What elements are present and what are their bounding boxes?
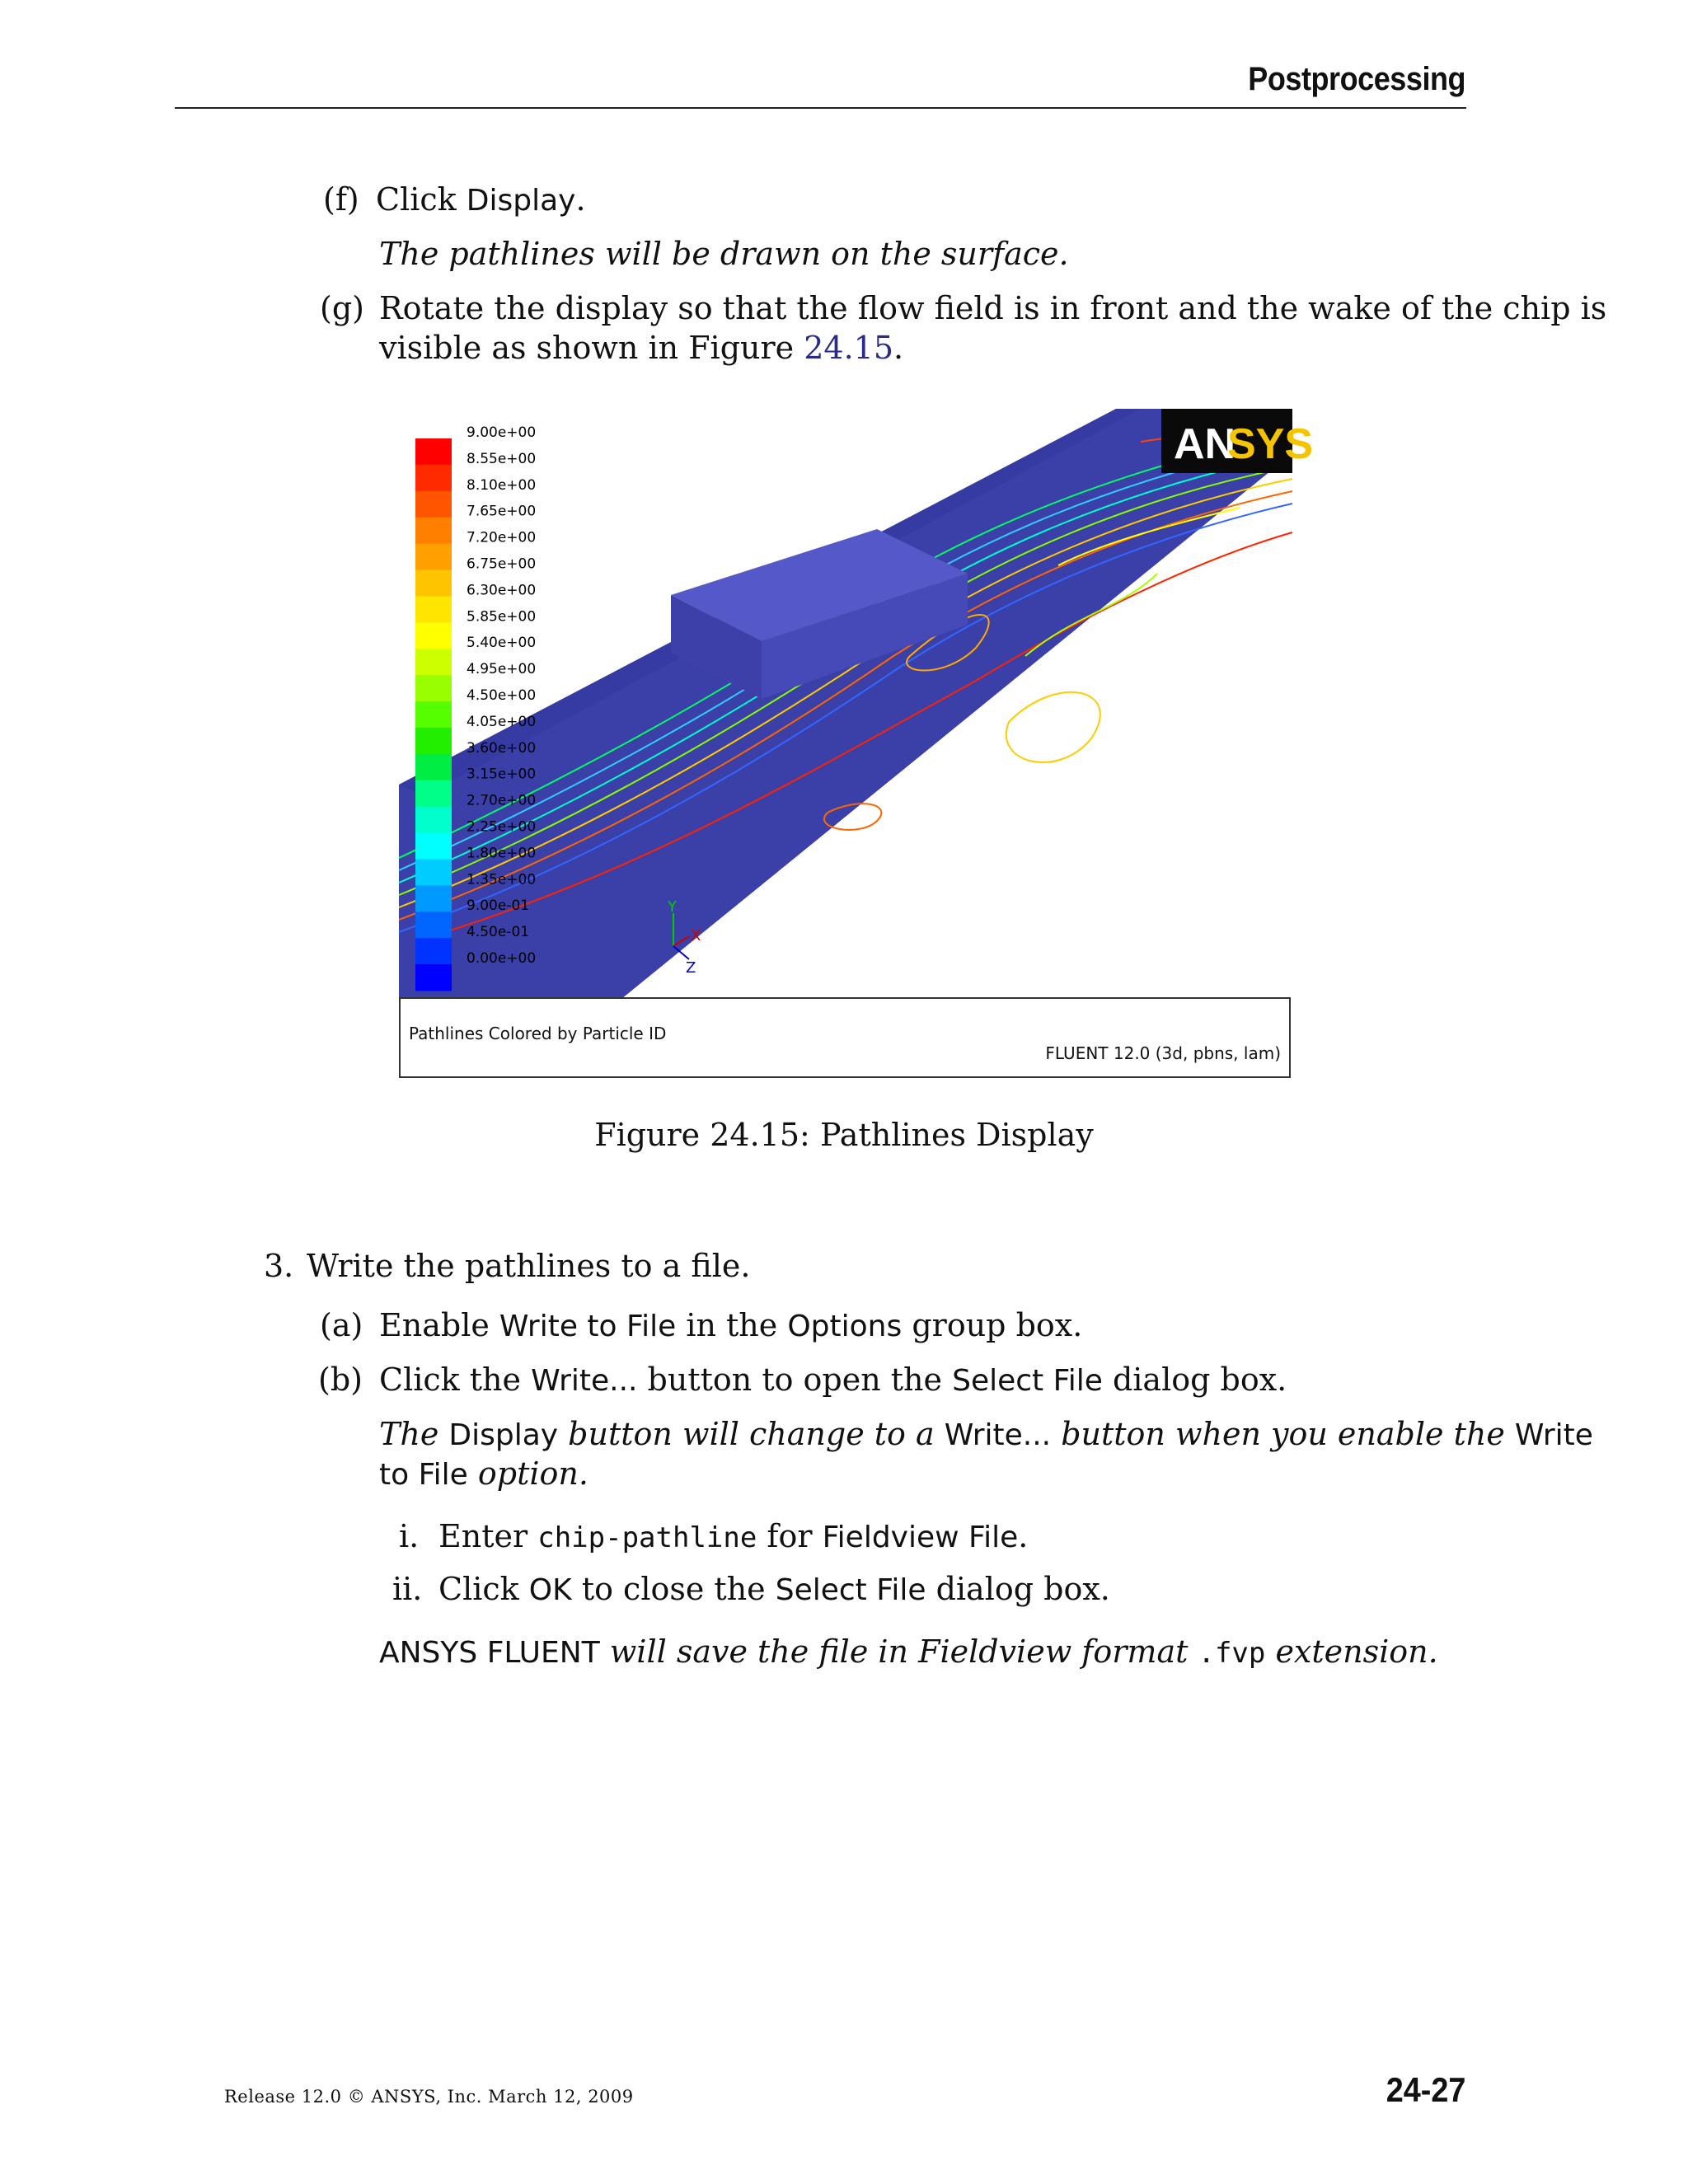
legend-label: 4.05e+00 (467, 713, 537, 730)
legend-label: 7.20e+00 (467, 529, 537, 546)
legend-label: 4.50e+00 (467, 687, 537, 704)
figure-caption (0, 1117, 1688, 1153)
page-number: 24-27 (1386, 2070, 1465, 2109)
legend-swatch (415, 754, 452, 780)
legend-label: 4.50e-01 (467, 924, 530, 941)
legend-swatch (415, 596, 452, 622)
legend-label: 8.55e+00 (467, 450, 537, 467)
running-header: Postprocessing (1248, 61, 1465, 97)
legend-label: 9.00e+00 (467, 424, 537, 441)
step-3-label: 3. (264, 1248, 294, 1284)
ansys-logo (1161, 409, 1313, 473)
legend-label: 1.35e+00 (467, 871, 537, 888)
axis-x-label: X (691, 927, 701, 944)
step-f (323, 180, 586, 221)
legend-label: 3.60e+00 (467, 739, 537, 757)
step-3a: (a) Enable Write to File in the Options group box. (320, 1307, 1083, 1343)
ok-button-ref: OK (528, 1573, 572, 1607)
legend-label: 5.40e+00 (467, 635, 537, 652)
step-3b-i: i. Enter chip-pathline for Fieldview File. (399, 1518, 1029, 1554)
step-3b-note-line2: to File option. (379, 1455, 588, 1492)
legend-label: 5.85e+00 (467, 608, 537, 626)
legend-swatch (415, 964, 452, 991)
legend-label: 8.10e+00 (467, 476, 537, 494)
step-f-label: (f) (323, 181, 359, 218)
logo-an: AN (1174, 420, 1236, 468)
step-3 (264, 1246, 750, 1286)
display-button-ref: Display (466, 184, 576, 218)
step-3b: (b) Click the Write... button to open the Select File dialog box. (318, 1361, 1287, 1398)
legend-swatch (415, 780, 452, 807)
axis-y-label: Y (668, 898, 677, 916)
step-3-final-note: ANSYS FLUENT will save the file in Fieldview format .fvp extension. (379, 1633, 1438, 1670)
figure-pathlines (399, 409, 1314, 1080)
pathlines-render (399, 409, 1314, 999)
options-ref: Options (787, 1310, 903, 1343)
legend-labels (467, 424, 536, 967)
step-g-label: (g) (320, 290, 364, 326)
fieldview-file-ref: Fieldview File (822, 1521, 1019, 1554)
logo-sys: SYS (1227, 420, 1314, 468)
legend-label: 0.00e+00 (467, 950, 537, 967)
legend-label: 7.65e+00 (467, 503, 537, 520)
figure-info-box (399, 997, 1291, 1078)
legend-label: 6.30e+00 (467, 582, 537, 599)
step-f-note: The pathlines will be drawn on the surface. (379, 236, 1069, 272)
legend-colorbar (415, 438, 452, 991)
legend-swatch (415, 491, 452, 518)
legend-swatch (415, 833, 452, 860)
write-to-file-ref: Write to File (499, 1310, 677, 1343)
legend-label: 1.80e+00 (467, 845, 537, 862)
legend-swatch (415, 885, 452, 912)
step-g-line1: Rotate the display so that the flow field is in front and the wake of the chip is (379, 290, 1607, 326)
step-f-pre: Click (376, 181, 467, 218)
legend-label: 6.75e+00 (467, 555, 537, 573)
write-button-ref: Write... (531, 1364, 638, 1398)
step-3b-ii: ii. Click OK to close the Select File dialog box. (392, 1571, 1110, 1607)
step-3b-note-line1: The Display button will change to a Write... button when you enable the Write (379, 1416, 1593, 1452)
figure-ref-link[interactable]: 24.15 (804, 330, 894, 366)
legend-label: 4.95e+00 (467, 661, 537, 678)
legend-swatch (415, 912, 452, 938)
step-f-post: . (575, 181, 586, 218)
legend-swatch (415, 859, 452, 885)
legend-swatch (415, 649, 452, 675)
figure-caption-text: Pathlines Display (819, 1117, 1094, 1153)
legend-label: 3.15e+00 (467, 766, 537, 783)
legend-swatch (415, 570, 452, 597)
legend-swatch (415, 544, 452, 570)
legend-label: 2.25e+00 (467, 818, 537, 836)
step-g-line2: visible as shown in Figure 24.15. (379, 330, 904, 366)
footer-release: Release 12.0 © ANSYS, Inc. March 12, 2009 (224, 2087, 634, 2107)
legend-swatch (415, 675, 452, 701)
step-g (320, 288, 1606, 328)
legend-swatch (415, 728, 452, 754)
legend-label: 2.70e+00 (467, 792, 537, 809)
header-rule (175, 107, 1466, 109)
step-3-text: Write the pathlines to a file. (307, 1248, 751, 1284)
figure-info-version: FLUENT 12.0 (3d, pbns, lam) (1045, 1043, 1281, 1063)
figure-info-title: Pathlines Colored by Particle ID (409, 1024, 667, 1043)
axis-z-label: Z (686, 959, 696, 977)
legend-swatch (415, 938, 452, 964)
filename-code: chip-pathline (537, 1521, 757, 1554)
select-file-ref: Select File (952, 1364, 1103, 1398)
figure-caption-prefix: Figure 24.15: (594, 1117, 810, 1153)
legend-swatch (415, 465, 452, 491)
legend-swatch (415, 807, 452, 833)
legend-swatch (415, 622, 452, 649)
legend-swatch (415, 438, 452, 465)
legend-swatch (415, 701, 452, 728)
legend-swatch (415, 518, 452, 544)
legend-label: 9.00e-01 (467, 898, 530, 915)
